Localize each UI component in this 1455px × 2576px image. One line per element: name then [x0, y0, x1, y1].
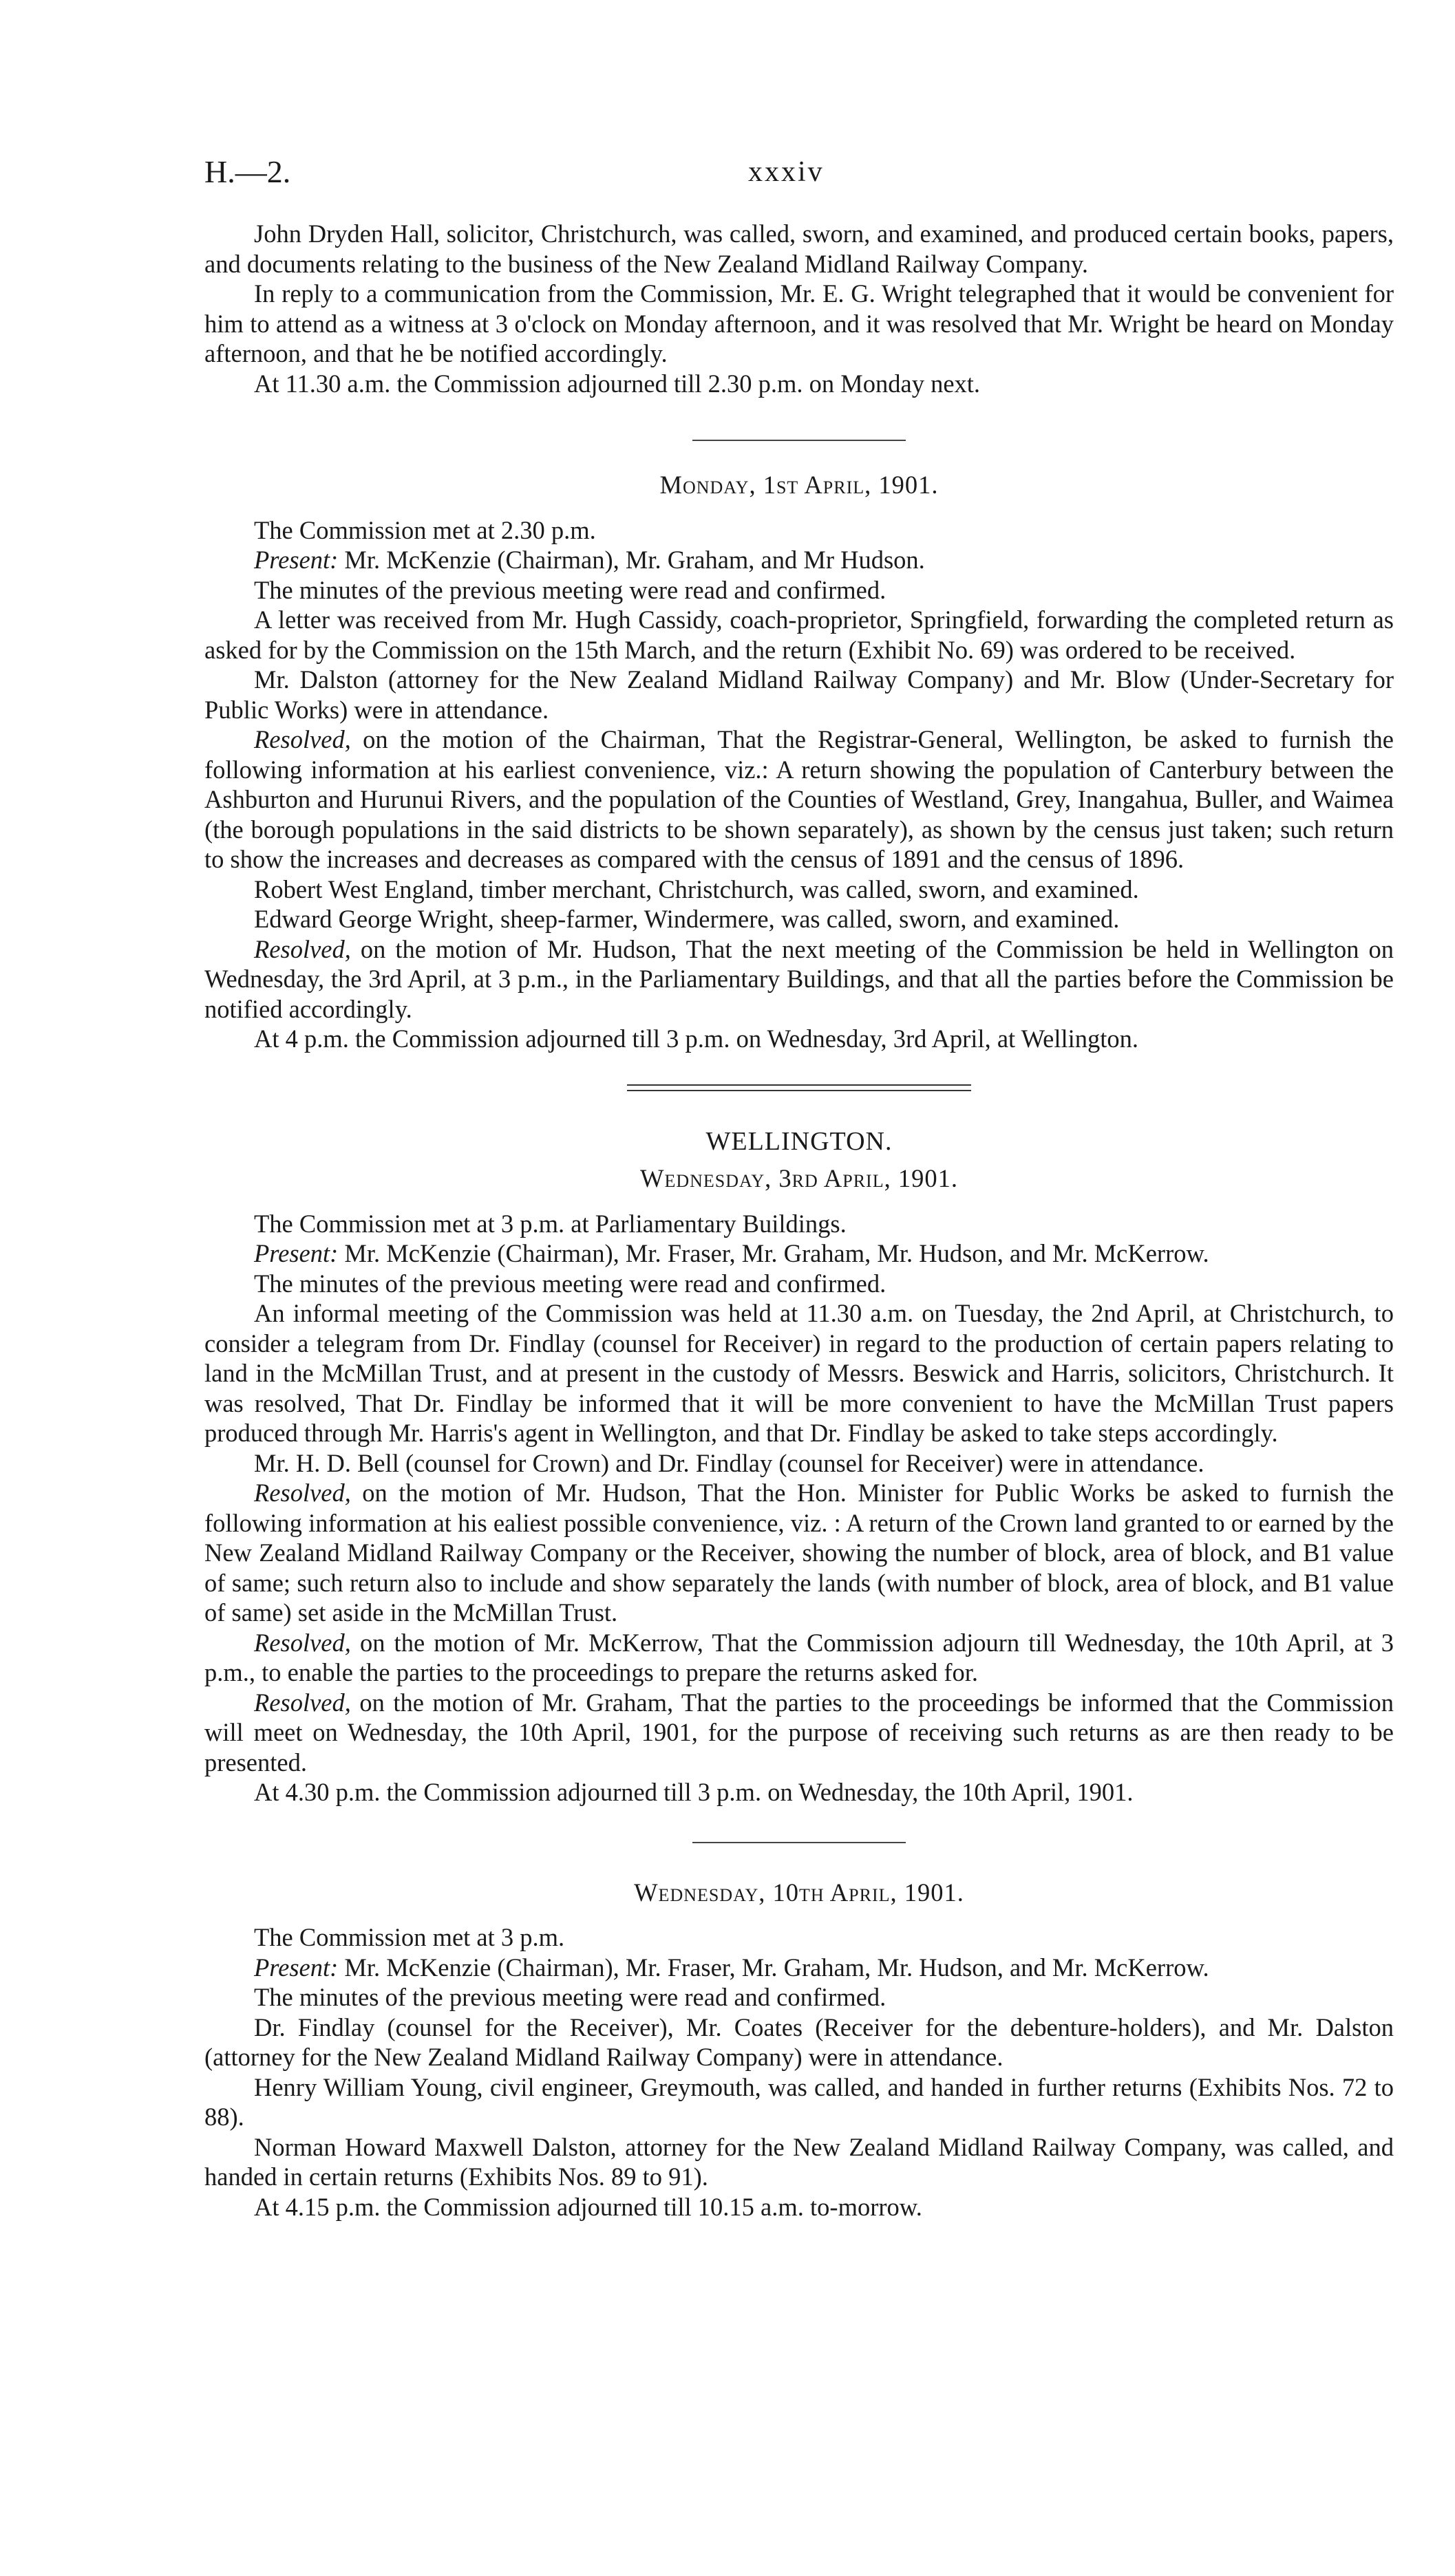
- paragraph: The Commission met at 3 p.m.: [254, 1923, 565, 1951]
- section-continuation: [204, 219, 1394, 398]
- section-wednesday-3rd-april: [204, 1127, 1394, 1807]
- resolution-text: on the motion of Mr. Hudson, That the Hon. Minister for Public Works be asked to furnish the following information at his ealiest possible convenience, viz. : A return of the Crown land granted to or earned by the New Zealand Midland Railway Company or the Receiver, showing the number of block, area of block, and B1 value of same; such return also to include and show separately the lands (with number of block, area of block, and B1 value of same) set aside in the McMillan Trust.: [204, 1479, 1394, 1627]
- paragraph: [204, 1478, 1394, 1628]
- section-wednesday-10th-april: [204, 1878, 1394, 2222]
- paragraph: The Commission met at 3 p.m. at Parliamentary Buildings.: [254, 1209, 847, 1238]
- present-label: Present:: [254, 1953, 339, 1982]
- paragraph: [204, 1628, 1394, 1688]
- paragraph: At 11.30 a.m. the Commission adjourned till 2.30 p.m. on Monday next.: [254, 369, 981, 398]
- resolution-text: on the motion of Mr. McKerrow, That the Commission adjourn till Wednesday, the 10th April, at 3 p.m., to enable the parties to the proceedings to prepare the returns asked for.: [204, 1628, 1394, 1686]
- paragraph: [204, 1238, 1394, 1269]
- paragraph: Robert West England, timber merchant, Christchurch, was called, sworn, and examined.: [254, 874, 1139, 903]
- page-header: [204, 151, 1394, 193]
- section-divider: [692, 440, 906, 441]
- paragraph: Dr. Findlay (counsel for the Receiver), Mr. Coates (Receiver for the debenture-holders), and Mr. Dalston (attorney for the New Zealand Midland Railway Company) were in attendance.: [204, 2012, 1394, 2071]
- paragraph: The Commission met at 2.30 p.m.: [254, 515, 596, 544]
- paragraph: Mr. Dalston (attorney for the New Zealand Midland Railway Company) and Mr. Blow (Under-Secretary for Public Works) were in attendance.: [204, 665, 1394, 724]
- paragraph: Norman Howard Maxwell Dalston, attorney for the New Zealand Midland Railway Company, was called, and handed in certain returns (Exhibits Nos. 89 to 91).: [204, 2132, 1394, 2191]
- resolved-label: Resolved,: [254, 934, 351, 963]
- paragraph: [204, 724, 1394, 874]
- paragraph: At 4.30 p.m. the Commission adjourned till 3 p.m. on Wednesday, the 10th April, 1901.: [254, 1778, 1134, 1806]
- paragraph: Henry William Young, civil engineer, Greymouth, was called, and handed in further returns (Exhibits Nos. 72 to 88).: [204, 2072, 1394, 2131]
- resolution-text: on the motion of the Chairman, That the Registrar-General, Wellington, be asked to furnish the following information at his earliest convenience, viz.: A return showing the population of Canterbury between the Ashburton and Hurunui Rivers, and the population of the Counties of Westland, Grey, Inangahua, Buller, and Waimea (the borough populations in the said districts to be shown separately), as shown by the census just taken; such return to show the increases and decreases as compared with the census of 1891 and the census of 1896.: [204, 725, 1394, 873]
- meeting-date: Monday, 1st April, 1901.: [659, 471, 939, 499]
- paragraph: A letter was received from Mr. Hugh Cassidy, coach-proprietor, Springfield, forwarding the completed return as asked for by the Commission on the 15th March, and the return (Exhibit No. 69) was ordered to be received.: [204, 605, 1394, 664]
- document-page: [204, 151, 1394, 2222]
- paragraph: At 4.15 p.m. the Commission adjourned till 10.15 a.m. to-morrow.: [254, 2192, 922, 2221]
- resolution-text: on the motion of Mr. Hudson, That the next meeting of the Commission be held in Wellington on Wednesday, the 3rd April, at 3 p.m., in the Parliamentary Buildings, and that all the parties before the Commission be notified accordingly.: [204, 934, 1394, 1023]
- paragraph: [204, 1688, 1394, 1778]
- section-monday-1st-april: [204, 470, 1394, 1054]
- paragraph: [204, 1953, 1394, 1983]
- paragraph: The minutes of the previous meeting were read and confirmed.: [254, 1269, 886, 1298]
- paragraph: At 4 p.m. the Commission adjourned till 3 p.m. on Wednesday, 3rd April, at Wellington.: [254, 1024, 1139, 1053]
- section-double-divider: [627, 1084, 971, 1091]
- meeting-date: Wednesday, 3rd April, 1901.: [640, 1164, 958, 1192]
- paragraph: An informal meeting of the Commission was held at 11.30 a.m. on Tuesday, the 2nd April, at Christchurch, to consider a telegram from Dr. Findlay (counsel for Receiver) in regard to the production of certain papers relating to land in the McMillan Trust, and at present in the custody of Messrs. Beswick and Harris, solicitors, Christchurch. It was resolved, That Dr. Findlay be informed that it will be more convenient to have the McMillan Trust papers produced through Mr. Harris's agent in Wellington, and that Dr. Findlay be asked to take steps accordingly.: [204, 1299, 1394, 1447]
- resolution-text: on the motion of Mr. Graham, That the parties to the proceedings be informed that the Commission will meet on Wednesday, the 10th April, 1901, for the purpose of receiving such returns as are then ready to be presented.: [204, 1688, 1394, 1777]
- paragraph: The minutes of the previous meeting were read and confirmed.: [254, 575, 886, 604]
- paragraph: Edward George Wright, sheep-farmer, Windermere, was called, sworn, and examined.: [254, 905, 1120, 933]
- present-list: Mr. McKenzie (Chairman), Mr. Fraser, Mr. Graham, Mr. Hudson, and Mr. McKerrow.: [338, 1953, 1209, 1982]
- present-list: Mr. McKenzie (Chairman), Mr. Fraser, Mr. Graham, Mr. Hudson, and Mr. McKerrow.: [338, 1239, 1209, 1267]
- meeting-place: WELLINGTON.: [705, 1126, 893, 1156]
- section-divider: [692, 1842, 906, 1843]
- paragraph: Mr. H. D. Bell (counsel for Crown) and Dr. Findlay (counsel for Receiver) were in attendance.: [254, 1448, 1204, 1477]
- resolved-label: Resolved,: [254, 725, 351, 753]
- paragraph: In reply to a communication from the Commission, Mr. E. G. Wright telegraphed that it would be convenient for him to attend as a witness at 3 o'clock on Monday afternoon, and it was resolved that Mr. Wright be heard on Monday afternoon, and that he be notified accordingly.: [204, 279, 1394, 367]
- resolved-label: Resolved,: [254, 1628, 351, 1657]
- meeting-date: Wednesday, 10th April, 1901.: [634, 1878, 964, 1907]
- resolved-label: Resolved,: [254, 1688, 351, 1717]
- present-list: Mr. McKenzie (Chairman), Mr. Graham, and Mr Hudson.: [338, 546, 925, 574]
- paragraph: [204, 934, 1394, 1024]
- paragraph: The minutes of the previous meeting were read and confirmed.: [254, 1983, 886, 2011]
- paragraph: John Dryden Hall, solicitor, Christchurch, was called, sworn, and examined, and produced certain books, papers, and documents relating to the business of the New Zealand Midland Railway Company.: [204, 219, 1394, 278]
- present-label: Present:: [254, 1239, 339, 1267]
- paragraph: [204, 545, 1394, 575]
- document-reference: H.—2.: [204, 154, 291, 189]
- present-label: Present:: [254, 546, 339, 574]
- resolved-label: Resolved,: [254, 1479, 351, 1507]
- page-number: xxxiv: [748, 156, 825, 188]
